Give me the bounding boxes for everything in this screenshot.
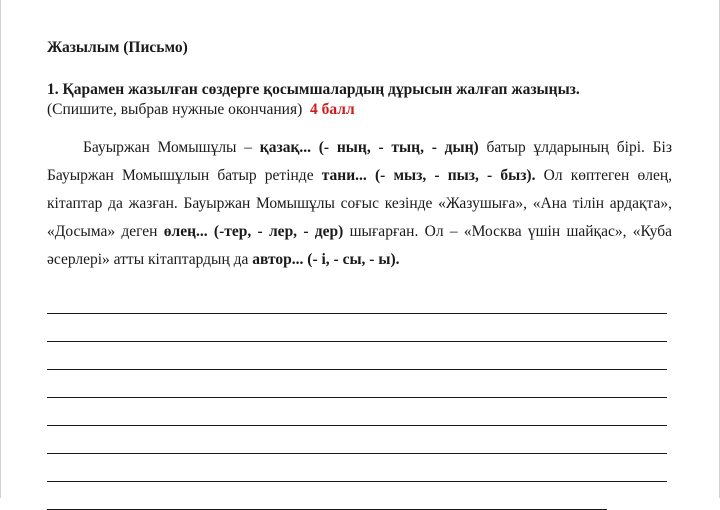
answer-lines [47, 286, 667, 510]
task-number: 1. [47, 81, 59, 98]
paragraph-text-3: Ол көптеген өлең, кітаптар да жазған. Бауыржан Момышұлы соғыс кезінде «Жазушыға», «Ана тілін ардақта», «Досыма» деген [47, 167, 672, 240]
answer-line[interactable] [47, 370, 667, 398]
answer-line[interactable] [47, 426, 667, 454]
paragraph-text-1: Бауыржан Момышұлы – [83, 139, 260, 156]
answer-line[interactable] [47, 342, 667, 370]
answer-line[interactable] [47, 398, 667, 426]
answer-line[interactable] [47, 314, 667, 342]
task-instruction [47, 80, 672, 120]
task-instruction-ru: (Спишите, выбрав нужные окончания) [47, 101, 303, 118]
task-paragraph [47, 134, 672, 274]
paragraph-blank-2: тани... (- мыз, - пыз, - быз). [321, 167, 536, 184]
section-heading: Жазылым (Письмо) [47, 39, 188, 56]
task-points: 4 балл [310, 101, 355, 118]
answer-line[interactable] [47, 454, 667, 482]
paragraph-blank-3: өлең... (-тер, - лер, - дер) [163, 223, 344, 240]
paragraph-text-2: батыр ұлдарының бірі. Біз Бауыржан Момышұлын батыр ретінде [47, 139, 672, 184]
answer-line[interactable] [47, 482, 607, 510]
paragraph-text-4: шығарған. Ол – «Москва үшін шайқас», «Куба әсерлері» атты кітаптардың да [47, 223, 672, 268]
answer-line[interactable] [47, 286, 667, 314]
document-body [47, 38, 672, 274]
paragraph-blank-4: автор... (- і, - сы, - ы). [252, 251, 400, 268]
task-instruction-kz: Қарамен жазылған сөздерге қосымшалардың дұрысын жалғап жазыңыз. [62, 81, 580, 98]
paragraph-blank-1: қазақ... (- ның, - тың, - дың) [259, 139, 479, 156]
